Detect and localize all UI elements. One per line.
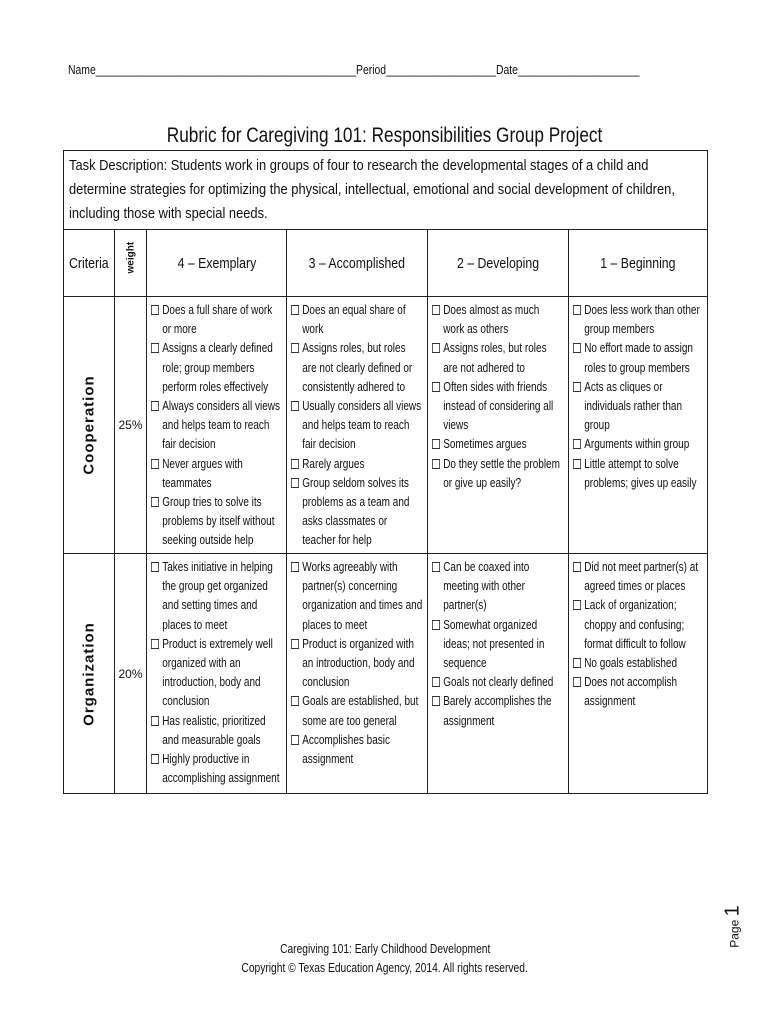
checklist-text: places to meet [302, 617, 368, 632]
checkbox-icon[interactable] [432, 562, 440, 572]
rubric-cell [287, 297, 428, 554]
checklist-item-continued [151, 531, 279, 550]
checklist-item-continued [151, 673, 279, 692]
checklist-item [291, 474, 419, 493]
checklist-item [291, 558, 419, 577]
checkbox-icon[interactable] [151, 754, 159, 764]
checklist-item-continued [291, 596, 423, 615]
checklist-text: and measurable goals [162, 732, 261, 747]
checklist-text: assignment [584, 694, 636, 709]
checklist-item-continued [291, 750, 419, 769]
checklist-text: partner(s) [443, 598, 487, 613]
period-field[interactable]: Period___________________ [356, 62, 496, 77]
checkbox-icon[interactable] [573, 382, 581, 392]
criterion-row-cooperation [64, 297, 708, 554]
checklist-text: No effort made to assign [584, 341, 693, 356]
checkbox-icon[interactable] [291, 343, 299, 353]
checklist-item-continued [432, 712, 560, 731]
checkbox-icon[interactable] [573, 459, 581, 469]
checklist-item [291, 397, 422, 416]
checklist-item-continued [432, 635, 560, 654]
checklist-item-continued [432, 320, 560, 339]
checklist-item [291, 692, 419, 711]
checklist-text: Did not meet partner(s) at [584, 560, 699, 574]
checklist-item [573, 455, 701, 474]
checklist-text: Lack of organization; [584, 598, 677, 613]
checklist-text: views [443, 418, 469, 433]
checklist-text: role; group members [162, 360, 255, 375]
checklist-item [151, 635, 279, 654]
checklist-text: Does almost as much [443, 303, 540, 317]
checkbox-icon[interactable] [291, 735, 299, 745]
level-header-4: 4 – Exemplary [147, 230, 287, 297]
checklist-item [432, 455, 560, 474]
checklist-text: an introduction, body and [302, 656, 415, 671]
checklist-item-continued [291, 493, 419, 512]
checklist-text: individuals rather than [584, 399, 683, 414]
checkbox-icon[interactable] [291, 478, 299, 488]
checklist-item-continued [573, 577, 701, 596]
checklist-item [151, 339, 279, 358]
checklist-item-continued [291, 654, 419, 673]
checkbox-icon[interactable] [573, 305, 581, 315]
checklist-item [291, 635, 419, 654]
checklist-text: Assigns roles, but roles [302, 341, 406, 356]
checkbox-icon[interactable] [151, 716, 159, 726]
checklist-item [151, 712, 279, 731]
checklist-item [151, 558, 279, 577]
checklist-text: work [302, 322, 324, 337]
checklist-text: and helps team to reach [162, 418, 270, 433]
checklist-item [432, 692, 560, 711]
checklist-item-continued [151, 359, 279, 378]
checklist-text: Little attempt to solve [584, 456, 679, 471]
checklist-item-continued [573, 416, 701, 435]
checklist-item [573, 339, 701, 358]
checklist-item [573, 301, 701, 320]
checkbox-icon[interactable] [151, 305, 159, 315]
checklist-text: teacher for help [302, 533, 372, 548]
checklist-item-continued [432, 474, 560, 493]
checklist-item [573, 435, 701, 454]
checklist-text: Never argues with [162, 456, 243, 471]
header-row [64, 230, 708, 297]
checkbox-icon[interactable] [291, 305, 299, 315]
checklist-text: some are too general [302, 713, 397, 728]
checkbox-icon[interactable] [151, 343, 159, 353]
checklist-text: organization and times and [302, 598, 423, 613]
checklist-item-continued [432, 596, 560, 615]
checklist-item-continued [291, 435, 419, 454]
checklist-item [573, 378, 701, 397]
checklist-item [151, 455, 279, 474]
checklist-item-continued [151, 596, 279, 615]
checklist-item [151, 397, 279, 416]
checklist-text: Highly productive in [162, 752, 250, 767]
checkbox-icon[interactable] [151, 401, 159, 411]
checklist-item-continued [151, 435, 279, 454]
checklist-text: Arguments within group [584, 437, 690, 452]
checkbox-icon[interactable] [291, 401, 299, 411]
footer-course: Caregiving 101: Early Childhood Development [279, 942, 491, 956]
checklist-item-continued [573, 359, 701, 378]
checklist-text: organized with an [162, 656, 241, 671]
checklist-item-continued [432, 416, 560, 435]
checklist-item-continued [573, 320, 701, 339]
checklist-item-continued [291, 416, 419, 435]
checkbox-icon[interactable] [573, 600, 581, 610]
level-header-3: 3 – Accomplished [287, 230, 428, 297]
checklist-text: sequence [443, 656, 487, 671]
checklist-text: work as others [443, 322, 509, 337]
checklist-text: Somewhat organized [443, 617, 538, 632]
checklist-item [291, 731, 419, 750]
checklist-item-continued [291, 512, 419, 531]
checklist-item [432, 378, 560, 397]
checklist-item-continued [432, 397, 560, 416]
checklist-text: Can be coaxed into [443, 560, 530, 574]
checklist-text: Group tries to solve its [162, 495, 262, 510]
checklist-text: accomplishing assignment [162, 771, 280, 786]
checklist-text: Does not accomplish [584, 675, 678, 690]
checkbox-icon[interactable] [151, 497, 159, 507]
rubric-cell [569, 297, 708, 554]
page-title: Rubric for Caregiving 101: Responsibilities Group Project [167, 124, 603, 147]
rubric-table [63, 150, 708, 794]
checklist-text: group [584, 418, 610, 433]
checkbox-icon[interactable] [573, 658, 581, 668]
checklist-item [151, 493, 279, 512]
checkbox-icon[interactable] [432, 620, 440, 630]
checklist-item-continued [151, 769, 279, 788]
checklist-item-continued [573, 474, 701, 493]
checklist-item-continued [573, 397, 701, 416]
checklist-item-continued [151, 616, 279, 635]
checklist-text: assignment [302, 752, 354, 767]
checklist-text: conclusion [162, 694, 210, 709]
checklist-text: Group seldom solves its [302, 475, 409, 490]
checklist-item-continued [432, 359, 560, 378]
name-field[interactable]: Name_____________________________________________ [68, 62, 357, 77]
checkbox-icon[interactable] [573, 343, 581, 353]
checkbox-icon[interactable] [291, 459, 299, 469]
checklist-item-continued [151, 474, 279, 493]
checklist-text: No goals established [584, 656, 678, 671]
checklist-item [432, 673, 560, 692]
checklist-item-continued [291, 673, 419, 692]
checklist-item [291, 301, 419, 320]
criterion-label: Cooperation [64, 297, 115, 554]
checkbox-icon[interactable] [432, 382, 440, 392]
checklist-item-continued [291, 359, 419, 378]
checkbox-icon[interactable] [151, 562, 159, 572]
checklist-text: Product is extremely well [162, 636, 273, 651]
checklist-item [432, 301, 560, 320]
checklist-text: roles to group members [584, 360, 690, 375]
checkbox-icon[interactable] [432, 439, 440, 449]
checklist-item-continued [291, 320, 419, 339]
checklist-text: or more [162, 322, 197, 337]
checklist-text: Always considers all views [162, 399, 281, 414]
checkbox-icon[interactable] [573, 562, 581, 572]
checklist-item [291, 339, 419, 358]
checklist-text: Accomplishes basic [302, 732, 391, 747]
checklist-text: introduction, body and [162, 675, 261, 690]
checklist-text: problems; gives up easily [584, 475, 697, 490]
checklist-item [151, 301, 279, 320]
checklist-item-continued [151, 378, 279, 397]
task-description: Task Description: Students work in groups of four to research the developmental stages of a child and determine strategies for optimizing the physical, intellectual, emotional and social development of children, including those with special needs. [64, 151, 708, 230]
checklist-text: Rarely argues [302, 456, 365, 471]
level-header-1: 1 – Beginning [569, 230, 708, 297]
date-field[interactable]: Date_____________________ [495, 62, 640, 77]
checklist-text: Takes initiative in helping [162, 560, 273, 574]
checklist-text: Barely accomplishes the [443, 694, 552, 709]
weight-header: weight [115, 230, 147, 297]
rubric-cell [147, 297, 287, 554]
checklist-text: perform roles effectively [162, 379, 269, 394]
checklist-item-continued [291, 577, 419, 596]
footer-copyright: Copyright © Texas Education Agency, 2014. All rights reserved. [241, 961, 529, 975]
checklist-item-continued [291, 531, 419, 550]
checklist-item-continued [151, 512, 279, 531]
checklist-item [573, 558, 701, 577]
rubric-cell [147, 554, 287, 794]
checklist-text: instead of considering all [443, 399, 554, 414]
checklist-text: problems by itself without [162, 514, 275, 529]
checklist-text: Do they settle the problem [443, 456, 560, 471]
rubric-cell [287, 554, 428, 794]
checklist-text: meeting with other [443, 579, 525, 594]
checklist-text: Acts as cliques or [584, 379, 663, 394]
student-info-line [68, 62, 708, 78]
checklist-text: Has realistic, prioritized [162, 713, 266, 728]
checklist-text: teammates [162, 475, 212, 490]
checkbox-icon[interactable] [432, 677, 440, 687]
checklist-text: and setting times and [162, 598, 258, 613]
checklist-text: fair decision [162, 437, 216, 452]
checklist-item [432, 558, 560, 577]
checklist-item-continued [291, 378, 419, 397]
checkbox-icon[interactable] [432, 459, 440, 469]
checklist-item-continued [573, 692, 701, 711]
checklist-text: or give up easily? [443, 475, 522, 490]
checklist-text: choppy and confusing; [584, 617, 685, 632]
checklist-text: places to meet [162, 617, 228, 632]
checklist-text: Does an equal share of [302, 303, 406, 317]
checklist-item [573, 673, 701, 692]
checklist-item-continued [151, 577, 279, 596]
checklist-item [432, 435, 560, 454]
checklist-text: consistently adhered to [302, 379, 406, 394]
checklist-text: the group get organized [162, 579, 268, 594]
checklist-text: conclusion [302, 675, 350, 690]
footer [0, 940, 770, 978]
checklist-text: and helps team to reach [302, 418, 410, 433]
checklist-item [432, 339, 560, 358]
checklist-item [151, 750, 279, 769]
rubric-cell [428, 297, 569, 554]
checklist-text: asks classmates or [302, 514, 388, 529]
checklist-text: Goals are established, but [302, 694, 419, 709]
rubric-cell [428, 554, 569, 794]
level-header-2: 2 – Developing [428, 230, 569, 297]
checkbox-icon[interactable] [151, 639, 159, 649]
checklist-text: Works agreeably with [302, 560, 398, 574]
checklist-item-continued [151, 320, 279, 339]
checklist-item-continued [432, 577, 560, 596]
page-number: Page 1 [721, 905, 744, 948]
checklist-text: Assigns a clearly defined [162, 341, 273, 356]
checklist-text: seeking outside help [162, 533, 254, 548]
criterion-row-organization [64, 554, 708, 794]
checklist-text: assignment [443, 713, 495, 728]
criterion-weight: 20% [115, 554, 147, 794]
checklist-text: fair decision [302, 437, 356, 452]
checklist-text: format difficult to follow [584, 636, 686, 651]
checkbox-icon[interactable] [573, 677, 581, 687]
checklist-text: agreed times or places [584, 579, 686, 594]
checklist-text: ideas; not presented in [443, 636, 545, 651]
checklist-item-continued [151, 654, 279, 673]
checklist-item-continued [432, 654, 560, 673]
checklist-text: Product is organized with [302, 636, 414, 651]
checkbox-icon[interactable] [151, 459, 159, 469]
checkbox-icon[interactable] [291, 639, 299, 649]
checklist-item-continued [573, 635, 701, 654]
criteria-header: Criteria [64, 230, 115, 297]
checklist-text: partner(s) concerning [302, 579, 398, 594]
checklist-item-continued [291, 712, 419, 731]
rubric-cell [569, 554, 708, 794]
checklist-text: are not clearly defined or [302, 360, 413, 375]
checklist-item [573, 654, 701, 673]
checklist-text: Sometimes argues [443, 437, 527, 452]
task-row [64, 151, 708, 230]
checkbox-icon[interactable] [291, 562, 299, 572]
checklist-text: problems as a team and [302, 495, 410, 510]
checklist-text: are not adhered to [443, 360, 525, 375]
checkbox-icon[interactable] [432, 343, 440, 353]
checklist-text: Does a full share of work [162, 303, 273, 317]
checklist-text: Often sides with friends [443, 379, 548, 394]
checklist-item-continued [291, 616, 419, 635]
checkbox-icon[interactable] [573, 439, 581, 449]
checkbox-icon[interactable] [291, 696, 299, 706]
checklist-item [432, 616, 560, 635]
checklist-item [573, 596, 701, 615]
checklist-item-continued [573, 616, 701, 635]
criterion-label: Organization [64, 554, 115, 794]
checklist-text: Usually considers all views [302, 399, 422, 414]
checklist-item-continued [151, 416, 279, 435]
checklist-text: Goals not clearly defined [443, 675, 554, 690]
checkbox-icon[interactable] [432, 305, 440, 315]
checkbox-icon[interactable] [432, 696, 440, 706]
checklist-text: Assigns roles, but roles [443, 341, 547, 356]
checklist-text: Does less work than other [584, 303, 700, 317]
checklist-item [291, 455, 419, 474]
checklist-item-continued [151, 731, 279, 750]
checklist-text: group members [584, 322, 655, 337]
checklist-item-continued [151, 692, 279, 711]
criterion-weight: 25% [115, 297, 147, 554]
